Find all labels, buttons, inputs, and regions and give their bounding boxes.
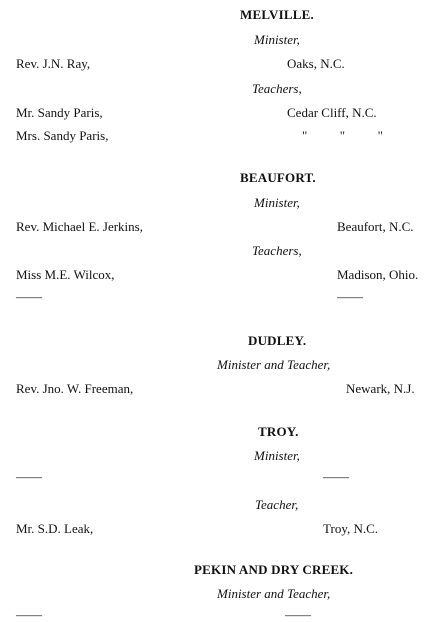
minister-label: Minister, <box>254 195 300 210</box>
teacher-name: Mr. S.D. Leak, <box>16 521 94 536</box>
vacant-dash: —— <box>16 289 42 304</box>
minister-name: Rev. Michael E. Jerkins, <box>16 219 143 234</box>
minister-and-teacher-label: Minister and Teacher, <box>217 357 331 372</box>
minister-name: Rev. J.N. Ray, <box>16 56 91 71</box>
section-heading-troy: TROY. <box>258 424 299 439</box>
teacher-label: Teacher, <box>255 497 299 512</box>
teacher-name: Mrs. Sandy Paris, <box>16 128 109 143</box>
teacher-place: Cedar Cliff, N.C. <box>287 105 377 120</box>
minister-label: Minister, <box>254 448 300 463</box>
section-heading-melville: MELVILLE. <box>240 7 314 22</box>
minister-name: Rev. Jno. W. Freeman, <box>16 381 134 396</box>
vacant-dash: —— <box>285 607 311 622</box>
section-heading-pekin-and-dry-creek: PEKIN AND DRY CREEK. <box>194 562 354 577</box>
vacant-dash: —— <box>323 469 349 484</box>
minister-place: Oaks, N.C. <box>287 56 345 71</box>
teacher-place: Troy, N.C. <box>323 521 379 536</box>
teachers-label: Teachers, <box>252 243 302 258</box>
section-heading-dudley: DUDLEY. <box>248 333 307 348</box>
vacant-dash: —— <box>16 469 42 484</box>
teacher-name: Mr. Sandy Paris, <box>16 105 103 120</box>
teacher-place-ditto: " " " <box>302 128 383 143</box>
vacant-dash: —— <box>337 289 363 304</box>
teacher-name: Miss M.E. Wilcox, <box>16 267 115 282</box>
teachers-label: Teachers, <box>252 81 302 96</box>
minister-and-teacher-label: Minister and Teacher, <box>217 586 331 601</box>
section-heading-beaufort: BEAUFORT. <box>240 170 316 185</box>
minister-place: Beaufort, N.C. <box>337 219 414 234</box>
minister-label: Minister, <box>254 32 300 47</box>
teacher-place: Madison, Ohio. <box>337 267 419 282</box>
minister-place: Newark, N.J. <box>346 381 415 396</box>
vacant-dash: —— <box>16 607 42 622</box>
